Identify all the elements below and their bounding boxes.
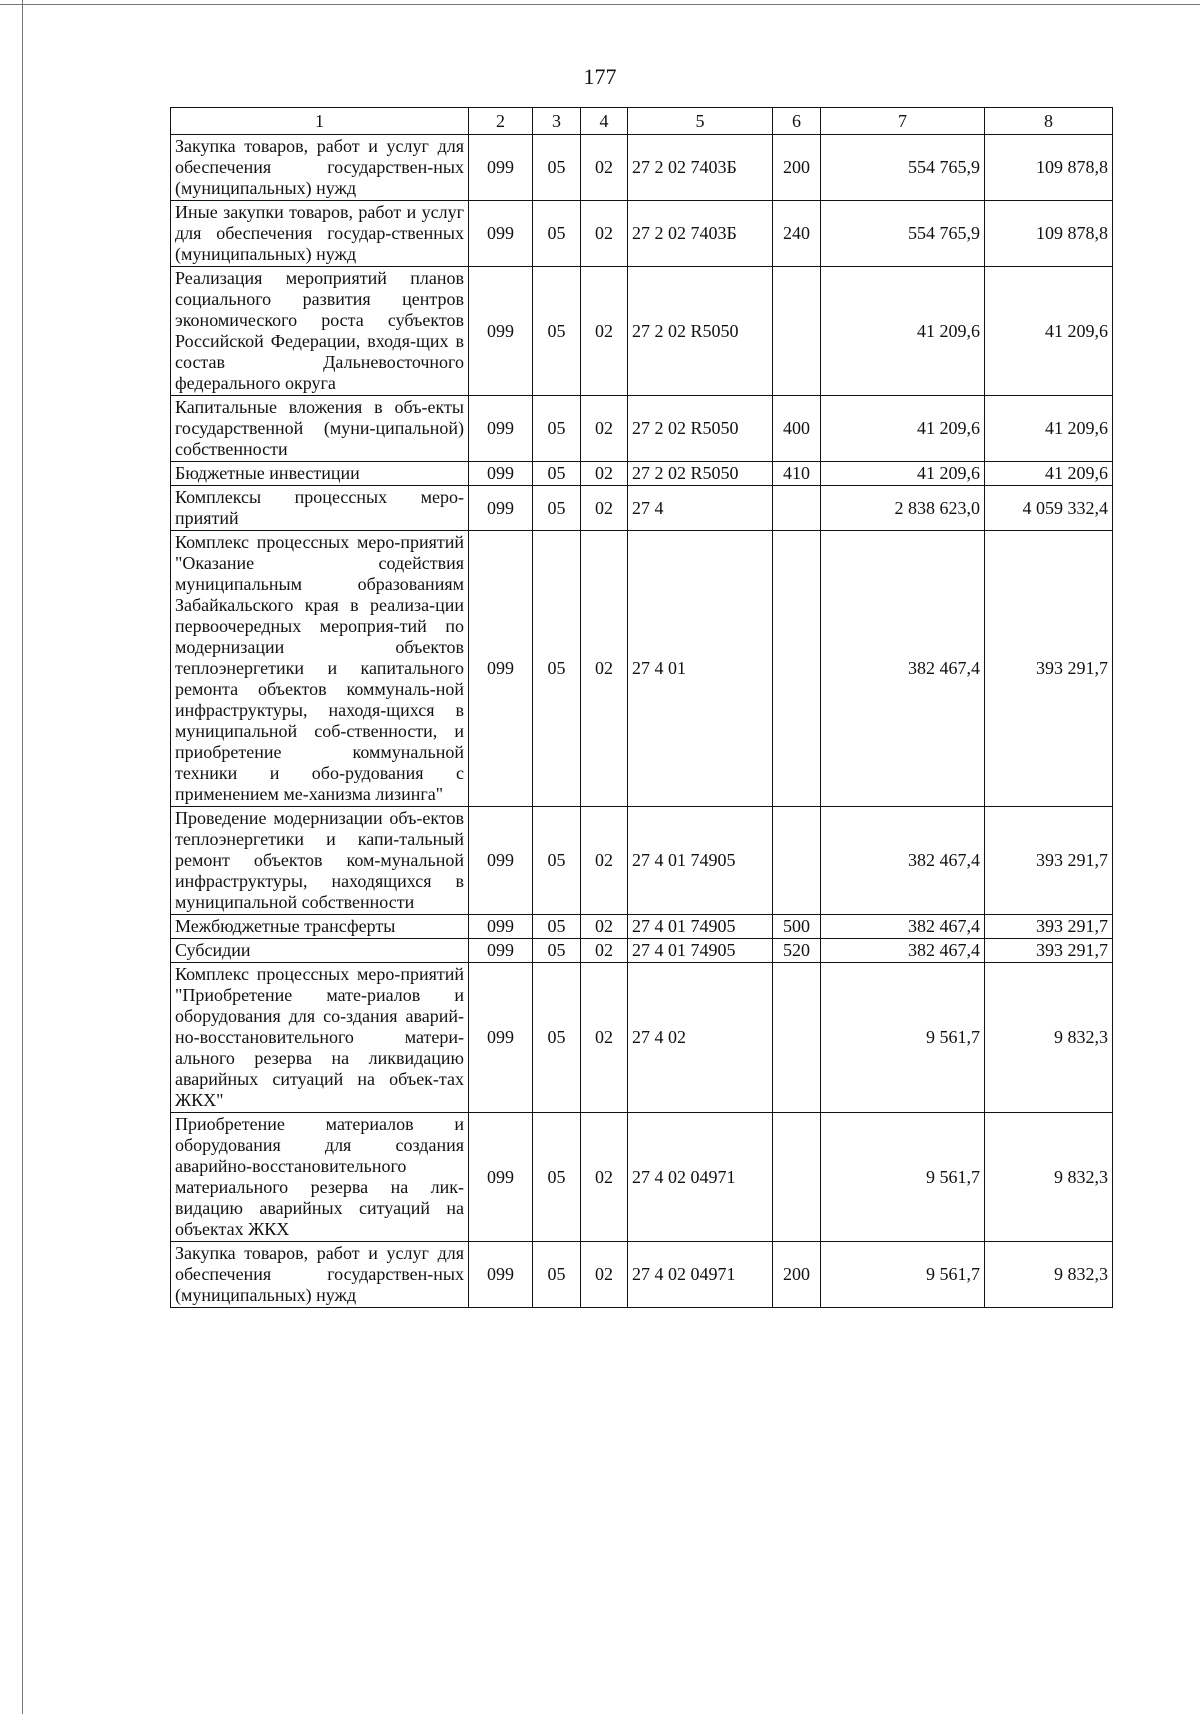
budget-table: [170, 107, 1113, 1308]
table-row: [171, 267, 1113, 396]
row-expense-type: [773, 486, 821, 531]
row-amount-1: 9 561,7: [821, 963, 985, 1113]
row-target-article: 27 2 02 7403Б: [628, 201, 773, 267]
row-subsection: 02: [581, 807, 628, 915]
row-section: 05: [533, 267, 581, 396]
row-section: 05: [533, 462, 581, 486]
row-amount-2: 9 832,3: [985, 1242, 1113, 1308]
row-subsection: 02: [581, 462, 628, 486]
row-name: Межбюджетные трансферты: [171, 915, 469, 939]
row-subsection: 02: [581, 1242, 628, 1308]
row-subsection: 02: [581, 135, 628, 201]
table-row: [171, 462, 1113, 486]
header-col-1: 1: [171, 108, 469, 135]
row-section: 05: [533, 807, 581, 915]
header-col-8: 8: [985, 108, 1113, 135]
row-target-article: 27 2 02 7403Б: [628, 135, 773, 201]
row-expense-type: 500: [773, 915, 821, 939]
row-name: Иные закупки товаров, работ и услуг для обеспечения государ-ственных (муниципальных) нужд: [171, 201, 469, 267]
row-section: 05: [533, 1242, 581, 1308]
row-subsection: 02: [581, 1113, 628, 1242]
row-ministry-code: 099: [469, 486, 533, 531]
row-ministry-code: 099: [469, 1113, 533, 1242]
row-amount-2: 393 291,7: [985, 807, 1113, 915]
table-row: [171, 396, 1113, 462]
row-section: 05: [533, 201, 581, 267]
row-target-article: 27 4 01 74905: [628, 807, 773, 915]
row-ministry-code: 099: [469, 1242, 533, 1308]
table-header-row: [171, 108, 1113, 135]
row-expense-type: 200: [773, 135, 821, 201]
row-section: 05: [533, 396, 581, 462]
row-ministry-code: 099: [469, 135, 533, 201]
row-subsection: 02: [581, 531, 628, 807]
table-row: [171, 201, 1113, 267]
row-amount-1: 9 561,7: [821, 1113, 985, 1242]
header-col-5: 5: [628, 108, 773, 135]
row-name: Комплекс процессных меро-приятий "Оказание содействия муниципальным образованиям Забайкальского края в реализа-ции первоочередных мероприя-тий по модернизации объектов теплоэнергетики и капитального ремонта объектов коммуналь-ной инфраструктуры, находя-щихся в муниципальной соб-ственности, и приобретение коммунальной техники и обо-рудования с применением ме-ханизма лизинга": [171, 531, 469, 807]
row-amount-1: 2 838 623,0: [821, 486, 985, 531]
row-ministry-code: 099: [469, 939, 533, 963]
table-row: [171, 807, 1113, 915]
row-name: Проведение модернизации объ-ектов теплоэнергетики и капи-тальный ремонт объектов ком-мунальной инфраструктуры, находящихся в муниципальной собственности: [171, 807, 469, 915]
row-amount-1: 554 765,9: [821, 135, 985, 201]
row-section: 05: [533, 486, 581, 531]
row-subsection: 02: [581, 267, 628, 396]
row-section: 05: [533, 531, 581, 807]
row-target-article: 27 2 02 R5050: [628, 396, 773, 462]
scan-frame-top: [0, 4, 1200, 5]
table-row: [171, 1242, 1113, 1308]
row-amount-2: 393 291,7: [985, 939, 1113, 963]
row-name: Закупка товаров, работ и услуг для обеспечения государствен-ных (муниципальных) нужд: [171, 135, 469, 201]
header-col-3: 3: [533, 108, 581, 135]
row-expense-type: [773, 1113, 821, 1242]
row-expense-type: 410: [773, 462, 821, 486]
row-expense-type: [773, 963, 821, 1113]
row-subsection: 02: [581, 201, 628, 267]
row-name: Реализация мероприятий планов социального развития центров экономического роста субъектов Российской Федерации, входя-щих в состав Дальневосточного федерального округа: [171, 267, 469, 396]
row-section: 05: [533, 135, 581, 201]
header-col-7: 7: [821, 108, 985, 135]
scan-frame-left: [22, 0, 23, 1714]
table-row: [171, 915, 1113, 939]
row-ministry-code: 099: [469, 396, 533, 462]
row-expense-type: [773, 531, 821, 807]
row-name: Субсидии: [171, 939, 469, 963]
row-section: 05: [533, 915, 581, 939]
row-target-article: 27 4 01: [628, 531, 773, 807]
row-amount-1: 41 209,6: [821, 462, 985, 486]
row-name: Капитальные вложения в объ-екты государственной (муни-ципальной) собственности: [171, 396, 469, 462]
row-target-article: 27 4 01 74905: [628, 939, 773, 963]
row-expense-type: 520: [773, 939, 821, 963]
row-ministry-code: 099: [469, 531, 533, 807]
table-row: [171, 1113, 1113, 1242]
row-expense-type: [773, 807, 821, 915]
header-col-6: 6: [773, 108, 821, 135]
row-target-article: 27 4 02: [628, 963, 773, 1113]
row-amount-2: 41 209,6: [985, 396, 1113, 462]
row-amount-1: 382 467,4: [821, 531, 985, 807]
row-name: Бюджетные инвестиции: [171, 462, 469, 486]
row-ministry-code: 099: [469, 462, 533, 486]
row-expense-type: 200: [773, 1242, 821, 1308]
row-section: 05: [533, 939, 581, 963]
row-ministry-code: 099: [469, 807, 533, 915]
header-col-4: 4: [581, 108, 628, 135]
table-row: [171, 486, 1113, 531]
row-amount-1: 382 467,4: [821, 807, 985, 915]
row-target-article: 27 2 02 R5050: [628, 267, 773, 396]
row-amount-2: 9 832,3: [985, 1113, 1113, 1242]
row-target-article: 27 4: [628, 486, 773, 531]
row-expense-type: 400: [773, 396, 821, 462]
row-target-article: 27 4 01 74905: [628, 915, 773, 939]
row-amount-1: 382 467,4: [821, 939, 985, 963]
row-amount-2: 109 878,8: [985, 201, 1113, 267]
row-ministry-code: 099: [469, 963, 533, 1113]
row-target-article: 27 4 02 04971: [628, 1113, 773, 1242]
row-expense-type: [773, 267, 821, 396]
row-name: Комплексы процессных меро-приятий: [171, 486, 469, 531]
row-amount-2: 393 291,7: [985, 915, 1113, 939]
row-name: Приобретение материалов и оборудования для создания аварийно-восстановительного материального резерва на лик-видацию аварийных ситуаций на объектах ЖКХ: [171, 1113, 469, 1242]
row-target-article: 27 2 02 R5050: [628, 462, 773, 486]
row-section: 05: [533, 963, 581, 1113]
row-amount-2: 41 209,6: [985, 267, 1113, 396]
row-amount-2: 41 209,6: [985, 462, 1113, 486]
row-amount-1: 554 765,9: [821, 201, 985, 267]
row-subsection: 02: [581, 939, 628, 963]
row-amount-1: 41 209,6: [821, 396, 985, 462]
row-subsection: 02: [581, 486, 628, 531]
table-row: [171, 963, 1113, 1113]
row-section: 05: [533, 1113, 581, 1242]
row-amount-2: 4 059 332,4: [985, 486, 1113, 531]
row-amount-2: 393 291,7: [985, 531, 1113, 807]
row-target-article: 27 4 02 04971: [628, 1242, 773, 1308]
row-name: Закупка товаров, работ и услуг для обеспечения государствен-ных (муниципальных) нужд: [171, 1242, 469, 1308]
row-subsection: 02: [581, 396, 628, 462]
row-amount-1: 382 467,4: [821, 915, 985, 939]
row-subsection: 02: [581, 963, 628, 1113]
row-subsection: 02: [581, 915, 628, 939]
row-amount-2: 109 878,8: [985, 135, 1113, 201]
row-amount-1: 41 209,6: [821, 267, 985, 396]
row-expense-type: 240: [773, 201, 821, 267]
header-col-2: 2: [469, 108, 533, 135]
row-amount-2: 9 832,3: [985, 963, 1113, 1113]
row-ministry-code: 099: [469, 267, 533, 396]
row-ministry-code: 099: [469, 201, 533, 267]
table-row: [171, 531, 1113, 807]
row-amount-1: 9 561,7: [821, 1242, 985, 1308]
page-number: 177: [583, 64, 617, 89]
row-name: Комплекс процессных меро-приятий "Приобретение мате-риалов и оборудования для со-здания аварий-но-восстановительного матери-ального резерва на ликвидацию аварийных ситуаций на объек-тах ЖКХ": [171, 963, 469, 1113]
table-row: [171, 135, 1113, 201]
table-row: [171, 939, 1113, 963]
row-ministry-code: 099: [469, 915, 533, 939]
